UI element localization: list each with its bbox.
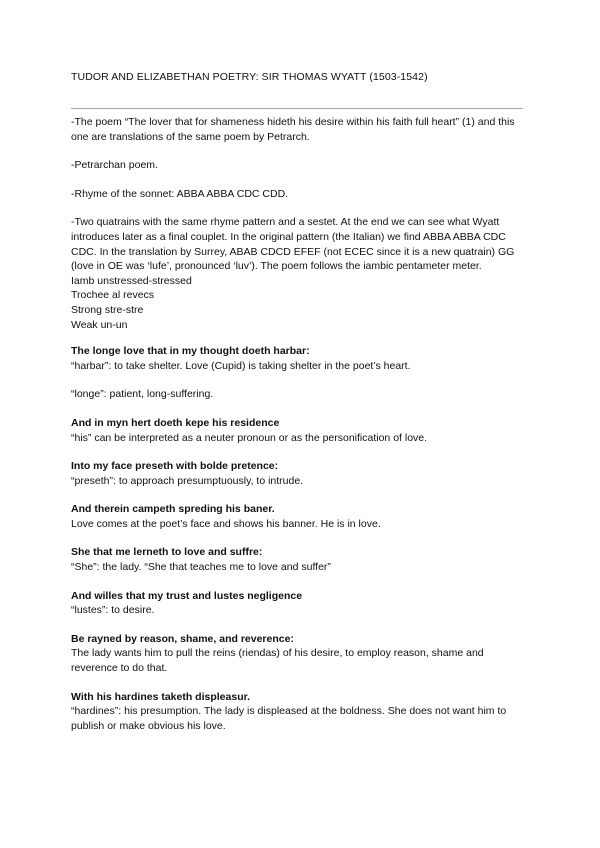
verse-line: Into my face preseth with bolde pretence: — [71, 460, 279, 473]
intro-paragraph: -Petrarchan poem. — [71, 159, 158, 172]
verse-note: The lady wants him to pull the reins (riendas) of his desire, to employ reason, shame and reverence to do that. — [71, 647, 484, 675]
verse-note: “hardines”: his presumption. The lady is displeased at the boldness. She does not want him to publish or make obvious his love. — [71, 705, 507, 732]
verse-line: With his hardines taketh displeasur. — [71, 690, 251, 703]
verse-note: “She”: the lady. “She that teaches me to love and suffer” — [71, 561, 331, 574]
verse-note: “preseth”: to approach presumptuously, to intrude. — [71, 474, 304, 487]
verse-note: “harbar”: to take shelter. Love (Cupid) is taking shelter in the poet’s heart. — [71, 359, 411, 372]
verse-line: And therein campeth spreding his baner. — [71, 503, 275, 516]
verse-line: She that me lerneth to love and suffre: — [71, 546, 263, 559]
verse-note: “longe”: patient, long-suffering. — [71, 388, 214, 401]
meter-line: Iamb unstressed-stressed — [71, 274, 192, 287]
verse-line: And in myn hert doeth kepe his residence — [71, 416, 280, 429]
meter-line: Strong stre-stre — [71, 303, 144, 316]
document-title: TUDOR AND ELIZABETHAN POETRY: SIR THOMAS WYATT (1503-1542) — [71, 71, 428, 83]
verse-line: The longe love that in my thought doeth harbar: — [71, 345, 310, 358]
document-body — [71, 115, 531, 733]
verse-line: And willes that my trust and lustes negligence — [71, 589, 303, 602]
intro-paragraph: -Rhyme of the sonnet: ABBA ABBA CDC CDD. — [71, 187, 289, 200]
verse-line: Be rayned by reason, shame, and reverence: — [71, 632, 294, 645]
verse-note: “lustes”: to desire. — [71, 604, 155, 617]
verse-note: “his” can be interpreted as a neuter pronoun or as the personification of love. — [71, 431, 428, 444]
intro-paragraph: -The poem “The lover that for shameness hideth his desire within his faith full heart” (1) and this one are translations of the same poem by Petrarch. — [71, 116, 515, 143]
intro-paragraph: -Two quatrains with the same rhyme pattern and a sestet. At the end we can see what Wyatt introduces later as a final couplet. In the original pattern (the Italian) we find ABBA ABBA CDC CDC. In the translation by Surrey, ABAB CDCD EFEF (not ECEC since it is a new quatrain) GG (love in OE was ‘lufe’, pronounced ‘luv’). The poem follows the iambic pentameter meter. — [71, 216, 515, 273]
verse-note: Love comes at the poet’s face and shows his banner. He is in love. — [71, 517, 381, 530]
meter-line: Weak un-un — [71, 318, 128, 331]
title-divider — [71, 108, 523, 109]
meter-line: Trochee al revecs — [71, 289, 155, 302]
